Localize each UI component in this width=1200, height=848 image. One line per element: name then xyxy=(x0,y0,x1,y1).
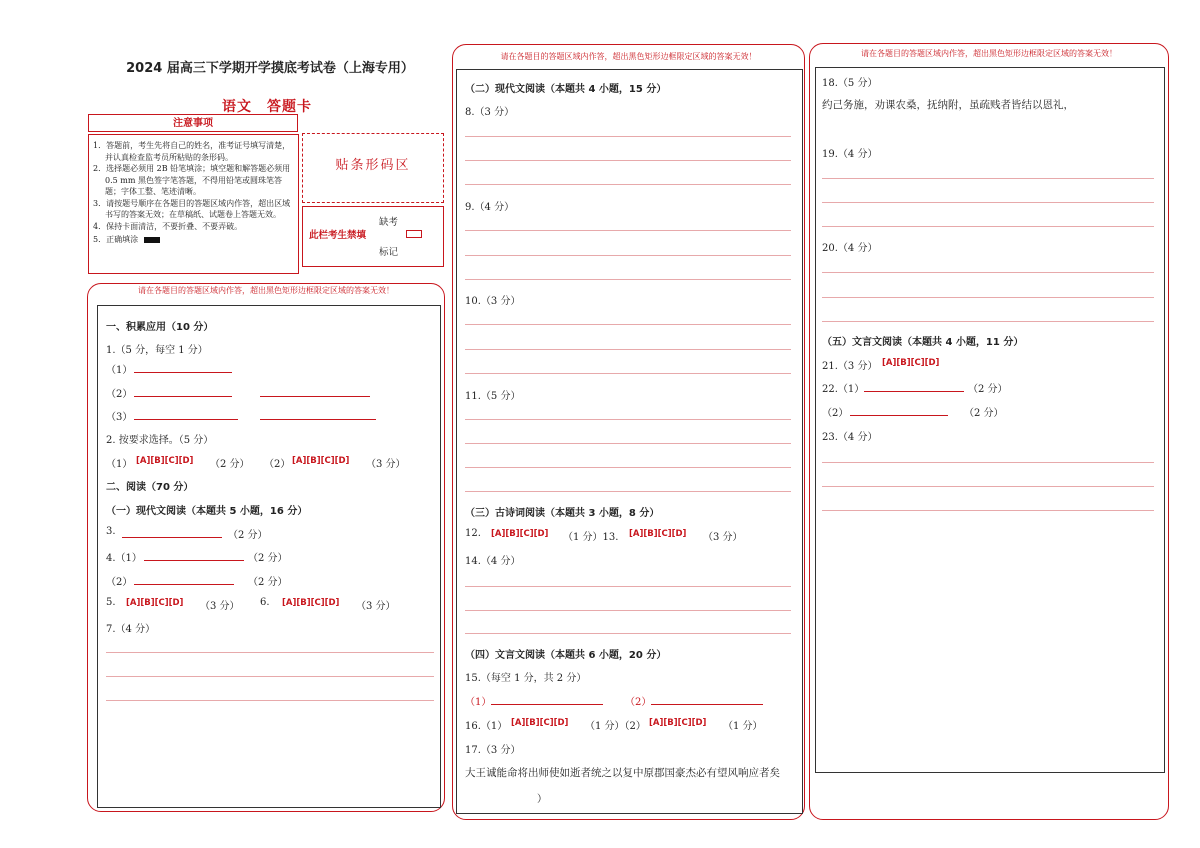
answer-line[interactable] xyxy=(465,491,791,492)
answer-blank[interactable] xyxy=(260,419,376,420)
question-label: 10.（3 分） xyxy=(465,296,521,307)
answer-blank[interactable] xyxy=(260,396,370,397)
question-label: 12. xyxy=(465,528,481,539)
blank-label: （3） xyxy=(106,412,133,423)
question-label: 18.（5 分） xyxy=(822,78,878,89)
notice-box xyxy=(88,134,299,274)
question-label: 11.（5 分） xyxy=(465,391,521,402)
choice-options[interactable]: [A][B][C][D] xyxy=(629,529,687,539)
choice-options[interactable]: [A][B][C][D] xyxy=(511,718,569,728)
notice-item-label: 5．正确填涂 xyxy=(93,235,139,244)
answer-line[interactable] xyxy=(465,610,791,611)
answer-line[interactable] xyxy=(465,419,791,420)
choice-options[interactable]: [A][B][C][D] xyxy=(649,718,707,728)
answer-blank[interactable] xyxy=(850,415,948,416)
blank-label: （1） xyxy=(106,459,133,470)
score-label: （3 分） xyxy=(356,601,396,612)
answer-blank[interactable] xyxy=(491,704,603,705)
barcode-label: 贴条形码区 xyxy=(335,158,411,173)
section-heading: （四）文言文阅读（本题共 6 小题，20 分） xyxy=(465,650,667,661)
score-label: （2 分） xyxy=(964,408,1004,419)
answer-line[interactable] xyxy=(106,652,434,653)
answer-blank[interactable] xyxy=(651,704,763,705)
question-label: 1.（5 分，每空 1 分） xyxy=(106,345,208,356)
question-label: 22.（1） xyxy=(822,384,865,395)
answer-line[interactable] xyxy=(106,700,434,701)
absent-mark-box[interactable] xyxy=(406,230,422,238)
question-label: 23.（4 分） xyxy=(822,432,878,443)
answer-line[interactable] xyxy=(822,202,1154,203)
answer-line[interactable] xyxy=(465,136,791,137)
answer-line[interactable] xyxy=(106,676,434,677)
choice-options[interactable]: [A][B][C][D] xyxy=(491,529,549,539)
warning-text: 请在各题目的答题区域内作答，超出黑色矩形边框限定区域的答案无效！ xyxy=(138,286,394,295)
question-label: 17.（3 分） xyxy=(465,745,521,756)
fill-sample-mark xyxy=(144,237,160,243)
answer-line[interactable] xyxy=(822,297,1154,298)
score-label: （2 分） xyxy=(248,553,288,564)
section-heading: （一）现代文阅读（本题共 5 小题，16 分） xyxy=(106,506,308,517)
blank-label: （2） xyxy=(822,408,849,419)
section-heading: （三）古诗词阅读（本题共 3 小题，8 分） xyxy=(465,508,660,519)
warning-text: 请在各题目的答题区域内作答，超出黑色矩形边框限定区域的答案无效！ xyxy=(500,52,757,61)
answer-line[interactable] xyxy=(465,279,791,280)
blank-label: （1） xyxy=(465,697,492,708)
blank-label: （2） xyxy=(625,697,652,708)
notice-item: 4．保持卡面清洁，不要折叠、不要弄破。 xyxy=(93,221,243,231)
answer-blank[interactable] xyxy=(122,537,222,538)
score-label: （1 分） xyxy=(723,721,763,732)
choice-options[interactable]: [A][B][C][D] xyxy=(292,456,350,466)
score-label: （3 分） xyxy=(366,459,406,470)
score-label: （2 分） xyxy=(248,577,288,588)
forbid-label: 此栏考生禁填 xyxy=(309,230,367,241)
score-label: （1 分）（2） xyxy=(585,721,646,732)
question-label: 15.（每空 1 分，共 2 分） xyxy=(465,673,587,684)
choice-options[interactable]: [A][B][C][D] xyxy=(282,598,340,608)
blank-label: （2） xyxy=(106,577,133,588)
section-heading: （二）现代文阅读（本题共 4 小题，15 分） xyxy=(465,84,667,95)
notice-item: 3．请按题号顺序在各题目的答题区域内作答，超出区域书写的答案无效；在草稿纸、试题卷上答题无效。 xyxy=(93,198,291,219)
question-label: 16.（1） xyxy=(465,721,508,732)
answer-line[interactable] xyxy=(822,178,1154,179)
answer-line[interactable] xyxy=(822,321,1154,322)
question-label: 7.（4 分） xyxy=(106,624,156,635)
answer-line[interactable] xyxy=(822,462,1154,463)
mark-label: 标记 xyxy=(379,247,399,258)
score-label: （2 分） xyxy=(210,459,250,470)
score-label: （2 分） xyxy=(968,384,1008,395)
question-label: 8.（3 分） xyxy=(465,107,515,118)
answer-line[interactable] xyxy=(465,373,791,374)
answer-line[interactable] xyxy=(465,160,791,161)
passage-text: 约己务施，劝课农桑，抚纳附，虽疏贱者皆结以恩礼， xyxy=(822,99,1074,111)
question-label: 21.（3 分） xyxy=(822,361,878,372)
answer-line[interactable] xyxy=(822,486,1154,487)
notice-item xyxy=(93,234,294,246)
answer-line[interactable] xyxy=(465,467,791,468)
score-label: （1 分）13. xyxy=(563,532,619,543)
answer-blank[interactable] xyxy=(134,584,234,585)
answer-line[interactable] xyxy=(465,255,791,256)
absent-box xyxy=(302,206,444,267)
answer-line[interactable] xyxy=(465,633,791,634)
score-label: （3 分） xyxy=(703,532,743,543)
score-label: （3 分） xyxy=(200,601,240,612)
answer-line[interactable] xyxy=(822,226,1154,227)
answer-area-3 xyxy=(815,67,1165,773)
section-heading: 二、阅读（70 分） xyxy=(106,482,194,493)
answer-blank[interactable] xyxy=(134,419,238,420)
answer-area-1 xyxy=(97,305,441,808)
answer-line[interactable] xyxy=(822,272,1154,273)
question-label: 2. 按要求选择。（5 分） xyxy=(106,435,214,446)
question-label: 6. xyxy=(260,597,270,608)
notice-item: 1．答题前，考生先将自己的姓名，准考证号填写清楚，并认真检查监考员所粘贴的条形码。 xyxy=(93,141,291,162)
notice-item: 2．选择题必须用 2B 铅笔填涂；填空题和解答题必须用 0.5 mm 黑色签字笔答题，不得用铅笔或圆珠笔答题；字体工整、笔迹清晰。 xyxy=(93,164,291,196)
blank-label: （1） xyxy=(106,365,133,376)
answer-area-2 xyxy=(456,69,803,814)
section-heading: （五）文言文阅读（本题共 4 小题，11 分） xyxy=(822,337,1024,348)
answer-line[interactable] xyxy=(822,510,1154,511)
warning-text: 请在各题目的答题区域内作答，超出黑色矩形边框限定区域的答案无效！ xyxy=(861,49,1117,58)
question-label: 4.（1） xyxy=(106,553,142,564)
subject-title: 语文 答题卡 xyxy=(222,99,312,115)
answer-line[interactable] xyxy=(465,349,791,350)
question-label: 19.（4 分） xyxy=(822,149,878,160)
answer-blank[interactable] xyxy=(864,391,964,392)
section-heading: 一、积累应用（10 分） xyxy=(106,322,214,333)
choice-options[interactable]: [A][B][C][D] xyxy=(136,456,194,466)
answer-line[interactable] xyxy=(465,324,791,325)
blank-label: （2） xyxy=(106,389,133,400)
question-label: 3. xyxy=(106,526,116,537)
score-label: （2 分） xyxy=(228,530,268,541)
choice-options[interactable]: [A][B][C][D] xyxy=(126,598,184,608)
answer-line[interactable] xyxy=(465,230,791,231)
notice-heading: 注意事项 xyxy=(88,114,298,132)
answer-line[interactable] xyxy=(465,184,791,185)
passage-text: ） xyxy=(537,794,547,805)
exam-title: 2024 届高三下学期开学摸底考试卷（上海专用） xyxy=(126,61,414,76)
question-label: 20.（4 分） xyxy=(822,243,878,254)
absent-label: 缺考 xyxy=(379,217,399,228)
question-label: 9.（4 分） xyxy=(465,202,515,213)
barcode-area xyxy=(302,133,444,203)
answer-line[interactable] xyxy=(465,586,791,587)
choice-options[interactable]: [A][B][C][D] xyxy=(882,358,940,368)
answer-blank[interactable] xyxy=(134,372,232,373)
passage-text: 大王诚能命将出师使如逝者统之以复中原郡国豪杰必有望风响应者矣 xyxy=(465,767,780,779)
question-label: 5. xyxy=(106,597,116,608)
answer-blank[interactable] xyxy=(134,396,232,397)
blank-label: （2） xyxy=(264,459,291,470)
answer-blank[interactable] xyxy=(144,560,244,561)
answer-line[interactable] xyxy=(465,443,791,444)
question-label: 14.（4 分） xyxy=(465,556,521,567)
